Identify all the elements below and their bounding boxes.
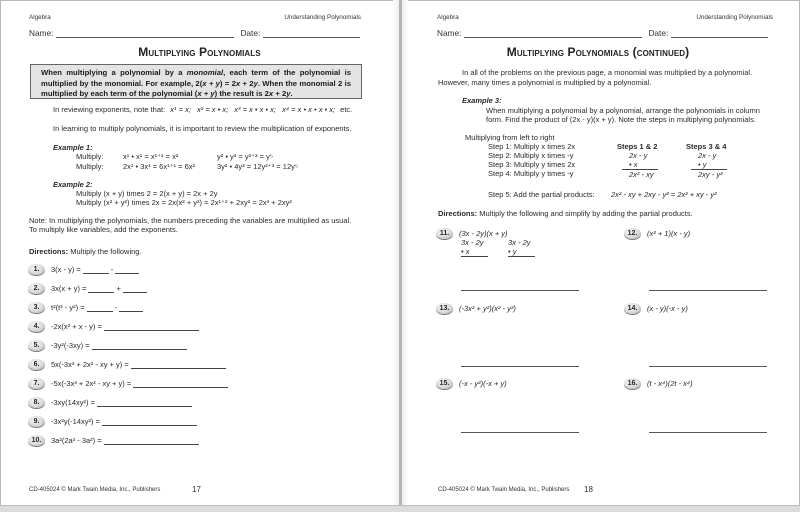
problem-number-badge: 10. xyxy=(28,435,45,446)
exponents-note xyxy=(53,105,352,115)
multiplier-text: • x xyxy=(629,160,638,169)
step-5-label: Step 5: Add the partial products: xyxy=(488,190,595,199)
exponents-note-lead: In reviewing exponents, note that: xyxy=(53,105,166,114)
example-1-row-label: Multiply: xyxy=(76,162,104,171)
problem-8 xyxy=(28,397,194,408)
page-18 xyxy=(402,0,800,505)
problem-number-badge: 16. xyxy=(624,378,641,389)
exponent-example: x⁴ = x • x • x • x; xyxy=(282,105,336,114)
step-2: Step 2: Multiply x times -y xyxy=(488,151,574,160)
steps-lead: Multiplying from left to right xyxy=(465,133,555,142)
page-number: 18 xyxy=(584,485,593,494)
problem-number-badge: 1. xyxy=(28,264,45,275)
work-partial-product: 2xy - y² xyxy=(698,170,723,179)
problem-number-badge: 13. xyxy=(436,303,453,314)
learning-note: In learning to multiply polynomials, it is important to review the multiplication of exponents. xyxy=(53,124,352,133)
problem-10 xyxy=(28,435,201,446)
intro-line-2: However, many times a polynomial is multiplied by a polynomial. xyxy=(438,78,652,87)
answer-blank[interactable] xyxy=(115,266,139,274)
problem-3 xyxy=(28,302,145,313)
steps-1-2-header: Steps 1 & 2 xyxy=(617,142,658,151)
work-multiplicand: 3x - 2y xyxy=(508,238,531,247)
running-head-unit: Understanding Polynomials xyxy=(696,14,773,21)
problem-expression: -5x(-3x³ + 2x² - xy + y) = xyxy=(51,379,132,388)
rule-text-italic: x + y xyxy=(197,89,215,98)
problem-12 xyxy=(624,228,690,239)
running-head-subject: Algebra xyxy=(437,14,459,21)
date-field[interactable] xyxy=(263,30,360,38)
problem-15 xyxy=(436,378,507,389)
answer-blank[interactable] xyxy=(104,437,199,445)
exponents-note-tail: etc. xyxy=(340,105,353,114)
problem-expression: -2x(x² + x - y) = xyxy=(51,322,102,331)
running-head-subject: Algebra xyxy=(29,14,51,21)
problem-number-badge: 7. xyxy=(28,378,45,389)
problem-expression: (-3x² + y²)(x² - y²) xyxy=(459,304,516,313)
example-1-row-left: 2x¹ • 3x¹ = 6x¹⁺¹ = 6x² xyxy=(123,162,196,171)
problem-expression: 3(x - y) = xyxy=(51,265,81,274)
problem-expression: (t - x⁴)(2t - x⁴) xyxy=(647,379,693,388)
problem-expression: -3xy(14xy²) = xyxy=(51,398,95,407)
step-3: Step 3: Multiply y times 2x xyxy=(488,160,576,169)
problem-expression: 5x(-3x³ + 2x² - xy + y) = xyxy=(51,360,129,369)
rule-text: , each term of the polynomial is multiplied by the monomial. For example, 2( xyxy=(41,68,351,88)
name-field[interactable] xyxy=(464,30,642,38)
rule-text: + 2 xyxy=(273,89,287,98)
name-label: Name: xyxy=(29,28,54,38)
name-field[interactable] xyxy=(56,30,234,38)
multiplier-text: • x xyxy=(461,247,470,256)
step-1: Step 1: Multiply x times 2x xyxy=(488,142,576,151)
date-field[interactable] xyxy=(671,30,768,38)
note-line-1: Note: In multiplying the polynomials, the numbers preceding the variables are multiplied as usual. xyxy=(29,216,352,225)
example-1-row-label: Multiply: xyxy=(76,152,104,161)
problem-expression: 3x(x + y) = xyxy=(51,284,87,293)
note-line-2: To multiply like variables, add the exponents. xyxy=(29,225,178,234)
work-multiplicand: 2x - y xyxy=(698,151,717,160)
problem-expression: -3x²y(-14xy²) = xyxy=(51,417,100,426)
step-5-expression: 2x² - xy + 2xy - y² = 2x² + xy - y² xyxy=(611,190,717,199)
page-title: Multiplying Polynomials (continued) xyxy=(506,45,690,59)
rule-text: . When the monomial 2 is multiplied by each term of the polynomial ( xyxy=(41,78,351,98)
example-2-row: Multiply (x + y) times 2 = 2(x + y) = 2x + 2y xyxy=(76,189,218,198)
page-bottom-edge xyxy=(0,505,800,512)
page-17 xyxy=(0,0,399,505)
exponent-example: x¹ = x; xyxy=(170,105,191,114)
work-multiplier xyxy=(508,247,535,257)
problem-14 xyxy=(624,303,688,314)
multiplier-text: • y xyxy=(508,247,517,256)
example-1-row-right: y² • y³ = y²⁺³ = y⁵ xyxy=(217,152,273,161)
rule-box xyxy=(30,64,362,99)
work-multiplier xyxy=(691,160,727,170)
example-1-row-left: x¹ • x¹ = x¹⁺¹ = x² xyxy=(123,152,179,161)
steps-3-4-work xyxy=(698,151,727,179)
answer-line[interactable] xyxy=(649,432,767,433)
directions-text: Multiply the following. xyxy=(68,247,142,256)
answer-line[interactable] xyxy=(461,290,579,291)
rule-text: + 2 xyxy=(240,78,254,88)
problem-7 xyxy=(28,378,230,389)
answer-blank[interactable] xyxy=(133,380,228,388)
example-3-line-1: When multiplying a polynomial by a polynomial, arrange the polynomials in column xyxy=(486,106,760,115)
steps-1-2-work xyxy=(629,151,658,179)
exponent-example: x² = x • x; xyxy=(196,105,229,114)
problem-expression: -3y²(-3xy) = xyxy=(51,341,90,350)
problem-number-badge: 12. xyxy=(624,228,641,239)
example-3-line-2: form. Find the product of (2x - y)(x + y). Note the steps in multiplying polynomials. xyxy=(486,115,756,124)
answer-line[interactable] xyxy=(649,290,767,291)
example-2-label: Example 2: xyxy=(53,180,93,189)
problem-number-badge: 11. xyxy=(436,228,453,239)
problem-11-work-a xyxy=(461,238,488,257)
answer-blank[interactable] xyxy=(87,304,113,312)
step-4: Step 4: Multiply y times -y xyxy=(488,169,574,178)
work-multiplicand: 2x - y xyxy=(629,151,648,160)
directions xyxy=(29,247,142,257)
running-head-unit: Understanding Polynomials xyxy=(284,14,361,21)
date-label: Date: xyxy=(240,28,261,38)
problem-5 xyxy=(28,340,189,351)
problem-expression: (x - y)(-x - y) xyxy=(647,304,688,313)
problem-operator: + xyxy=(116,284,121,293)
problem-11-work-b xyxy=(508,238,535,257)
problem-expression: (-x - y²)(-x + y) xyxy=(459,379,507,388)
rule-text-italic: monomial xyxy=(186,68,224,77)
rule-text: When multiplying a polynomial by a xyxy=(41,68,187,77)
work-multiplier xyxy=(622,160,658,170)
name-date-row xyxy=(437,28,768,38)
problem-13 xyxy=(436,303,516,314)
problem-number-badge: 6. xyxy=(28,359,45,370)
problem-operator: - xyxy=(114,303,118,312)
answer-line[interactable] xyxy=(461,432,579,433)
problem-2 xyxy=(28,283,149,294)
rule-text: ) = 2 xyxy=(219,78,236,88)
problem-number-badge: 9. xyxy=(28,416,45,427)
name-label: Name: xyxy=(437,28,462,38)
work-partial-product: 2x² - xy xyxy=(629,170,654,179)
problem-9 xyxy=(28,416,199,427)
problem-6 xyxy=(28,359,228,370)
directions xyxy=(438,209,693,219)
problem-expression: 3a²(2a³ - 3a²) = xyxy=(51,436,102,445)
problem-1 xyxy=(28,264,141,275)
page-footer: CD-405024 © Mark Twain Media, Inc., Publishers xyxy=(29,487,161,493)
answer-blank[interactable] xyxy=(92,342,187,350)
answer-blank[interactable] xyxy=(123,285,147,293)
example-3-label: Example 3: xyxy=(462,96,502,105)
example-2-row: Multiply (x² + y²) times 2x = 2x(x² + y²) = 2x¹⁺² + 2xy² = 2x³ + 2xy² xyxy=(76,198,292,207)
rule-text: . xyxy=(290,89,293,98)
problem-expression: (x² + 1)(x - y) xyxy=(647,229,691,238)
answer-blank[interactable] xyxy=(88,285,114,293)
directions-text: Multiply the following and simplify by adding the partial products. xyxy=(477,209,693,218)
answer-blank[interactable] xyxy=(104,323,199,331)
rule-text-italic: y xyxy=(253,78,258,88)
work-multiplier xyxy=(461,247,488,257)
rule-text-italic: y xyxy=(286,89,291,98)
problem-16 xyxy=(624,378,693,389)
rule-text-italic: x + y xyxy=(202,78,220,88)
directions-label: Directions: xyxy=(438,209,478,218)
problem-number-badge: 4. xyxy=(28,321,45,332)
date-label: Date: xyxy=(648,28,669,38)
problem-4 xyxy=(28,321,201,332)
steps-3-4-header: Steps 3 & 4 xyxy=(686,142,727,151)
answer-blank[interactable] xyxy=(97,399,192,407)
exponent-example: x³ = x • x • x; xyxy=(234,105,276,114)
problem-number-badge: 8. xyxy=(28,397,45,408)
problem-number-badge: 2. xyxy=(28,283,45,294)
work-multiplicand: 3x - 2y xyxy=(461,238,484,247)
answer-line[interactable] xyxy=(649,366,767,367)
problem-number-badge: 15. xyxy=(436,378,453,389)
answer-line[interactable] xyxy=(461,366,579,367)
example-1-row-right: 3y² • 4y³ = 12y²⁺³ = 12y⁵ xyxy=(217,162,298,171)
answer-blank[interactable] xyxy=(119,304,143,312)
problem-number-badge: 3. xyxy=(28,302,45,313)
intro-line-1: In all of the problems on the previous page, a monomial was multiplied by a polynomial. xyxy=(462,68,753,77)
example-1-label: Example 1: xyxy=(53,143,93,152)
rule-text-italic: x xyxy=(268,89,274,98)
page-footer: CD-405024 © Mark Twain Media, Inc., Publishers xyxy=(438,487,570,493)
problem-operator: - xyxy=(110,265,114,274)
multiplier-text: • y xyxy=(698,160,707,169)
problem-expression: (3x - 2y)(x + y) xyxy=(459,229,508,238)
rule-text-italic: x xyxy=(235,78,241,88)
answer-blank[interactable] xyxy=(102,418,197,426)
problem-number-badge: 5. xyxy=(28,340,45,351)
answer-blank[interactable] xyxy=(131,361,226,369)
problem-number-badge: 14. xyxy=(624,303,641,314)
name-date-row xyxy=(29,28,360,38)
answer-blank[interactable] xyxy=(83,266,109,274)
page-number: 17 xyxy=(192,485,201,494)
problem-expression: t²(t³ - y²) = xyxy=(51,303,85,312)
page-title: Multiplying Polynomials xyxy=(138,45,261,59)
directions-label: Directions: xyxy=(29,247,69,256)
rule-text: ) the result is 2 xyxy=(214,89,269,98)
